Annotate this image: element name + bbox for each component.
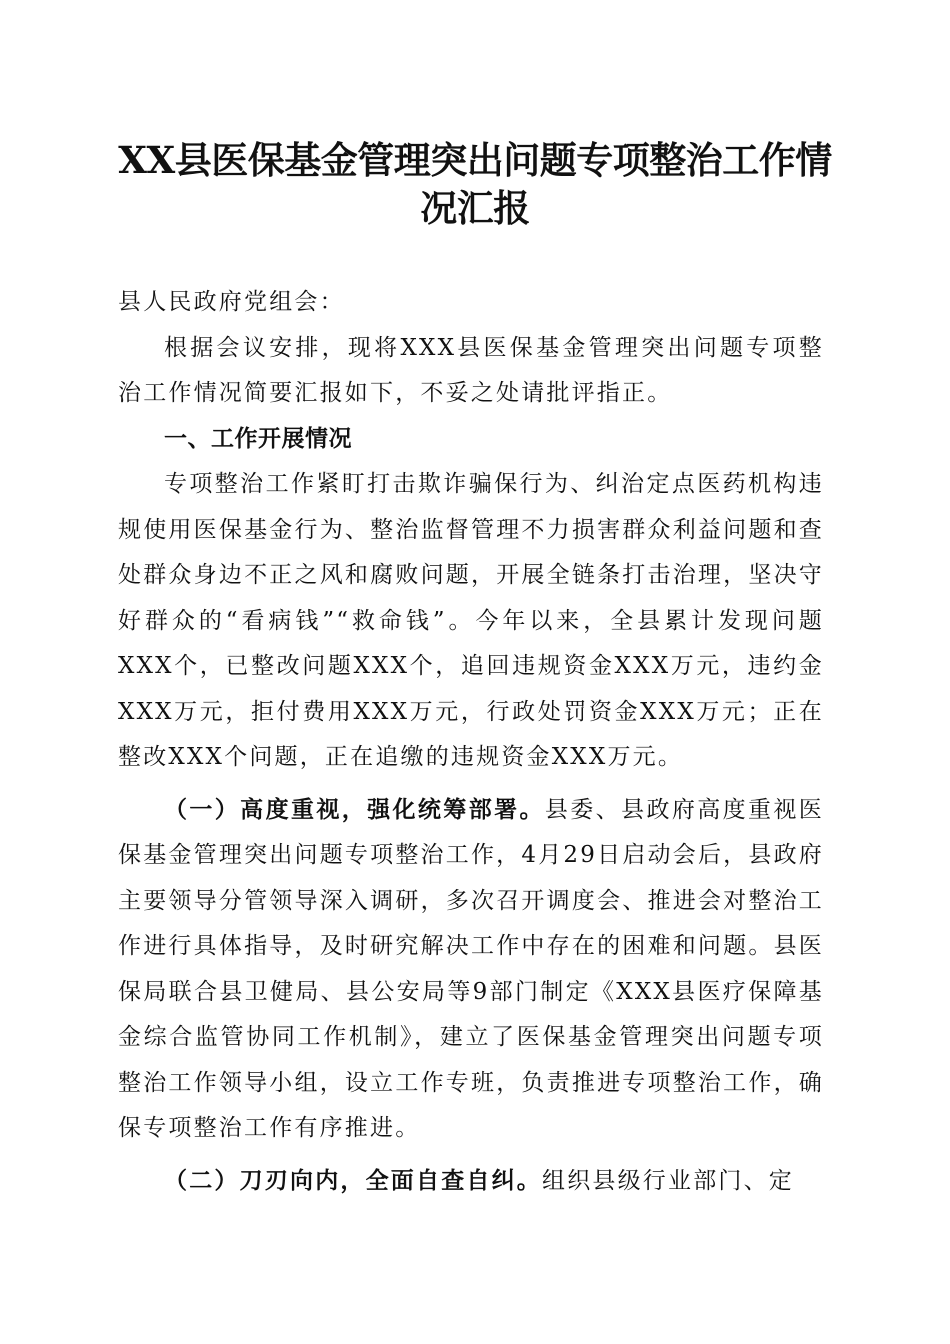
- document-body: [118, 280, 824, 1204]
- item-paragraph-1: [118, 787, 824, 1152]
- salutation: 县人民政府党组会：: [118, 289, 345, 315]
- item-lead-1: （一）高度重视，强化统筹部署。: [164, 795, 545, 823]
- item-text-1: 县委、县政府高度重视医保基金管理突出问题专项整治工作，4月29日启动会后，县政府主要领导分管领导深入调研，多次召开调度会、推进会对整治工作进行具体指导，及时研究解决工作中存在的困难和问题。县医保局联合县卫健局、县公安局等9部门制定《XXX县医疗保障基金综合监管协同工作机制》，建立了医保基金管理突出问题专项整治工作领导小组，设立工作专班，负责推进专项整治工作，确保专项整治工作有序推进。: [118, 796, 825, 1141]
- section-paragraph: 专项整治工作紧盯打击欺诈骗保行为、纠治定点医药机构违规使用医保基金行为、整治监督管理不力损害群众利益问题和查处群众身边不正之风和腐败问题，开展全链条打击治理，坚决守好群众的“看病钱”“救命钱”。今年以来，全县累计发现问题XXX个，已整改问题XXX个，追回违规资金XXX万元，违约金XXX万元，拒付费用XXX万元，行政处罚资金XXX万元；正在整改XXX个问题，正在追缴的违规资金XXX万元。: [118, 471, 824, 770]
- document-title: XX县医保基金管理突出问题专项整治工作情况汇报: [118, 138, 832, 230]
- section-heading: 一、工作开展情况: [164, 425, 352, 452]
- item-lead-2: （二）刀刃向内，全面自查自纠。: [164, 1166, 542, 1194]
- item-text-2: 组织县级行业部门、定: [542, 1167, 794, 1194]
- item-paragraph-2: [118, 1158, 824, 1205]
- intro-paragraph: 根据会议安排，现将XXX县医保基金管理突出问题专项整治工作情况简要汇报如下，不妥之处请批评指正。: [118, 334, 824, 406]
